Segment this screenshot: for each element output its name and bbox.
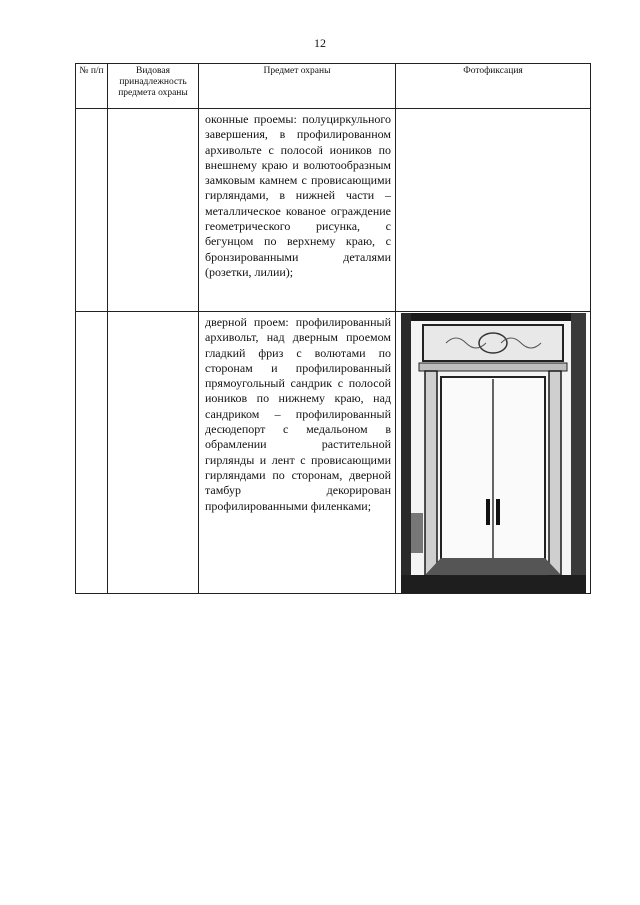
header-subject: Предмет охраны bbox=[199, 64, 396, 109]
header-kind: Видовая принадлежность предмета охраны bbox=[108, 64, 199, 109]
cell-description: оконные проемы: полуциркульного завершения, в профилированном архивольте с полосой иоников по внешнему краю и волютообразным замковым камнем с провисающими гирляндами, в нижней части – металлическое кованое ограждение геометрического рисунка, с бегунцом по верхнему краю, с бронзированными деталями (розетки, лилии); bbox=[199, 109, 396, 312]
cell-kind bbox=[108, 109, 199, 312]
header-photo: Фотофиксация bbox=[396, 64, 591, 109]
protection-table bbox=[75, 63, 591, 594]
cell-photo bbox=[396, 312, 591, 594]
table-row bbox=[76, 312, 591, 594]
header-number: № п/п bbox=[76, 64, 108, 109]
cell-number bbox=[76, 109, 108, 312]
cell-kind bbox=[108, 312, 199, 594]
table-header-row bbox=[76, 64, 591, 109]
door-photo bbox=[401, 313, 586, 593]
table-row bbox=[76, 109, 591, 312]
cell-photo-empty bbox=[396, 109, 591, 312]
page-number: 12 bbox=[314, 36, 326, 50]
cell-description: дверной проем: профилированный архивольт, над дверным проемом гладкий фриз с волютами по сторонам и профилированный прямоугольный сандрик с полосой иоников по нижнему краю, над сандриком – профилированный десюдепорт с медальоном в обрамлении растительной гирлянды и лент с провисающими гирляндами по сторонам, дверной тамбур декорирован профилированными филенками; bbox=[199, 312, 396, 594]
cell-number bbox=[76, 312, 108, 594]
